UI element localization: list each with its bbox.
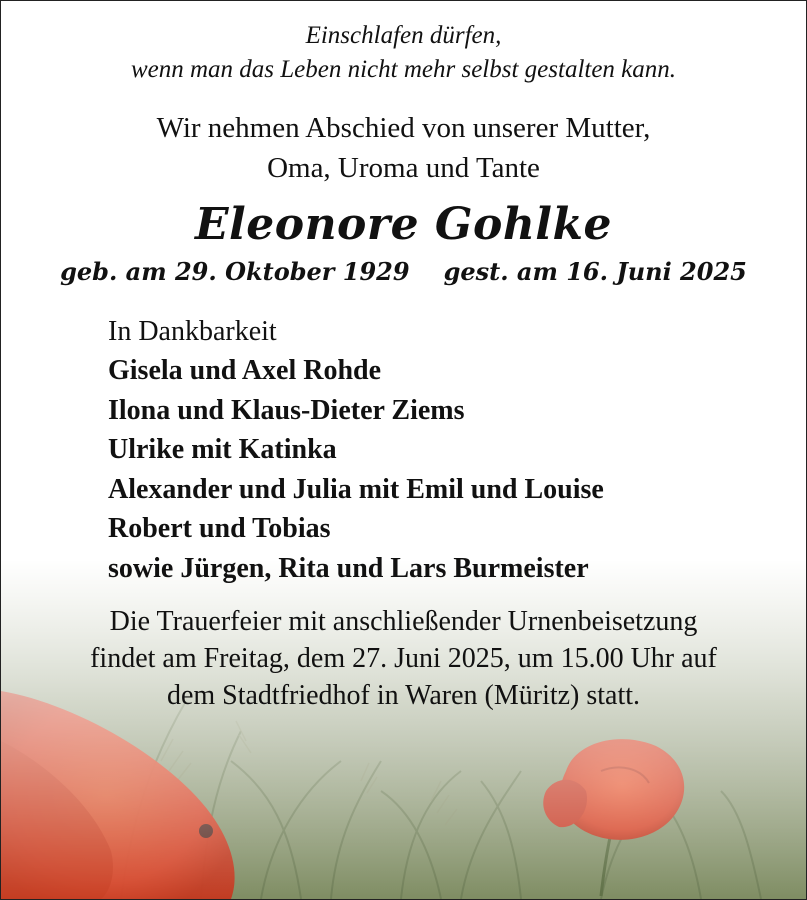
intro-line-1: Wir nehmen Abschied von unserer Mutter, <box>156 112 651 144</box>
motto-line-1: Einschlafen dürfen, <box>305 22 502 49</box>
ceremony-line-3: dem Stadtfriedhof in Waren (Müritz) statt. <box>166 680 641 711</box>
mourner-line: Robert und Tobias <box>108 513 331 544</box>
life-dates <box>1 254 806 290</box>
intro-line-2: Oma, Uroma und Tante <box>267 152 540 184</box>
ceremony-info <box>1 603 806 714</box>
intro-text <box>1 108 806 188</box>
birth-date: geb. am 29. Oktober 1929 <box>60 257 410 286</box>
ceremony-line-1: Die Trauerfeier mit anschließender Urnenbeisetzung <box>109 606 698 637</box>
mourner-line: sowie Jürgen, Rita und Lars Burmeister <box>108 552 589 584</box>
motto-line-2: wenn man das Leben nicht mehr selbst gestalten kann. <box>130 56 677 83</box>
mourner-line: Gisela und Axel Rohde <box>108 355 382 386</box>
mourner-line: Alexander und Julia mit Emil und Louise <box>108 473 604 505</box>
mourner-line: Ulrike mit Katinka <box>108 434 337 465</box>
motto-quote <box>1 19 806 87</box>
mourner-line: Ilona und Klaus-Dieter Ziems <box>108 394 465 426</box>
deceased-name: Eleonore Gohlke <box>194 199 613 250</box>
ceremony-line-2: findet am Freitag, dem 27. Juni 2025, um 15.00 Uhr auf <box>90 643 717 674</box>
mourners-lead: In Dankbarkeit <box>108 316 277 347</box>
mourners-list <box>108 312 788 588</box>
death-date: gest. am 16. Juni 2025 <box>443 257 747 286</box>
